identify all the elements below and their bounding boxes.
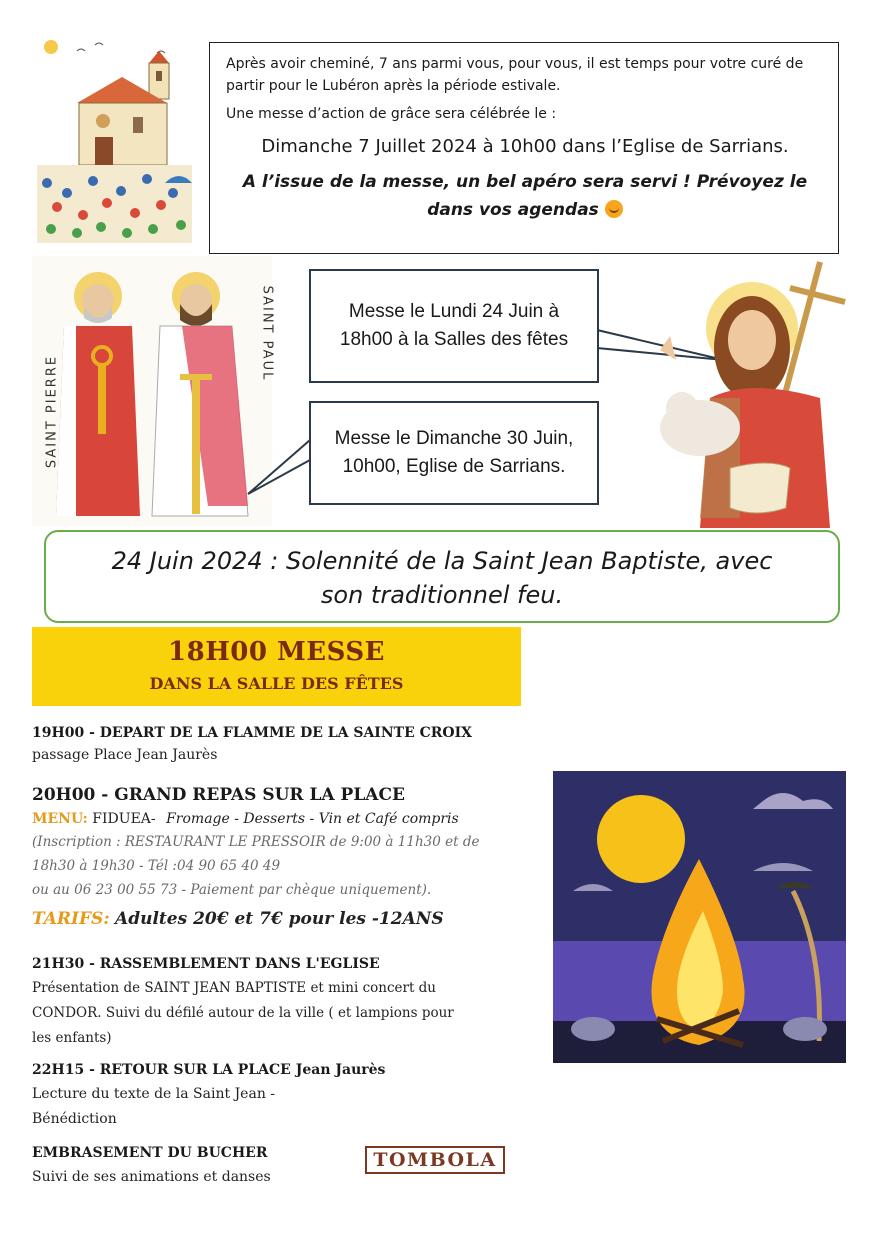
church-illustration [37, 33, 192, 243]
program-text-4b: Bénédiction [32, 1111, 117, 1127]
menu-line [32, 808, 552, 830]
menu-label: MENU: [32, 811, 88, 827]
inscription-line-3: ou au 06 23 00 55 73 - Paiement par chèque uniquement). [32, 882, 432, 898]
inscription-line-1: (Inscription : RESTAURANT LE PRESSOIR de 9:00 à 11h30 et de [32, 834, 480, 850]
tombola-stamp: TOMBOLA [365, 1146, 505, 1174]
smiley-icon [605, 200, 623, 218]
john-baptist-illustration [640, 258, 850, 528]
announcement-date: Dimanche 7 Juillet 2024 à 10h00 dans l’Eglise de Sarrians. [261, 136, 789, 157]
tarifs-line [32, 906, 552, 932]
bubble-sunday-text: Messe le Dimanche 30 Juin, 10h00, Eglise de Sarrians. [334, 428, 574, 477]
program-heading-2: 20H00 - GRAND REPAS SUR LA PLACE [32, 785, 405, 805]
program-text-3c: les enfants) [32, 1030, 112, 1046]
menu-rest: Fromage - Desserts - Vin et Café compris [166, 811, 459, 827]
messe-band-title: 18H00 MESSE [168, 637, 385, 667]
program-item-3 [32, 952, 552, 1051]
saint-pierre-label: SAINT PIERRE [44, 354, 60, 469]
saints-drawing [32, 256, 272, 526]
announcement-box [209, 42, 839, 254]
bubble-monday-text: Messe le Lundi 24 Juin à 18h00 à la Salles des fêtes [339, 301, 569, 350]
program-text-4a: Lecture du texte de la Saint Jean - [32, 1086, 276, 1102]
messe-band-subtitle: DANS LA SALLE DES FÊTES [149, 674, 404, 693]
apero-text: A l’issue de la messe, un bel apéro sera servi ! Prévoyez le dans vos agendas [242, 172, 808, 220]
program-heading-3: 21H30 - RASSEMBLEMENT DANS L'EGLISE [32, 956, 380, 972]
feast-banner [44, 530, 840, 623]
program-item-5 [32, 1141, 352, 1189]
program-item-1 [32, 722, 552, 766]
tarifs-text: Adultes 20€ et 7€ pour les -12ANS [115, 909, 444, 929]
menu-main: FIDUEA- [92, 811, 156, 827]
speech-bubble-monday-mass [309, 269, 599, 383]
speech-bubble-sunday-mass [309, 401, 599, 505]
saints-illustration [32, 256, 275, 526]
announcement-text: Après avoir cheminé, 7 ans parmi vous, pour vous, il est temps pour votre curé de partir pour le Lubéron après la période estivale. [226, 56, 804, 94]
program-item-2 [32, 782, 552, 932]
bonfire-illustration [553, 771, 846, 1063]
program-text-3b: CONDOR. Suivi du défilé autour de la ville ( et lampions pour [32, 1005, 454, 1021]
inscription-line-2: 18h30 à 19h30 - Tél :04 90 65 40 49 [32, 858, 281, 874]
program-text-5: Suivi de ses animations et danses [32, 1169, 271, 1185]
program-text-3a: Présentation de SAINT JEAN BAPTISTE et mini concert du [32, 980, 437, 996]
saint-paul-label: SAINT PAUL [259, 285, 275, 382]
feast-banner-text: 24 Juin 2024 : Solennité de la Saint Jean Baptiste, avec son traditionnel feu. [111, 547, 773, 609]
announcement-apero [226, 168, 824, 224]
program-text-1: passage Place Jean Jaurès [32, 747, 218, 763]
announcement-intro: Une messe d’action de grâce sera célébrée le : [226, 106, 557, 122]
program-item-4 [32, 1058, 552, 1132]
program-heading-4: 22H15 - RETOUR SUR LA PLACE Jean Jaurès [32, 1062, 386, 1078]
program-heading-1: 19H00 - DEPART DE LA FLAMME DE LA SAINTE CROIX [32, 725, 472, 741]
messe-band [32, 627, 521, 706]
tarifs-label: TARIFS: [32, 909, 110, 929]
program-heading-5: EMBRASEMENT DU BUCHER [32, 1145, 268, 1161]
